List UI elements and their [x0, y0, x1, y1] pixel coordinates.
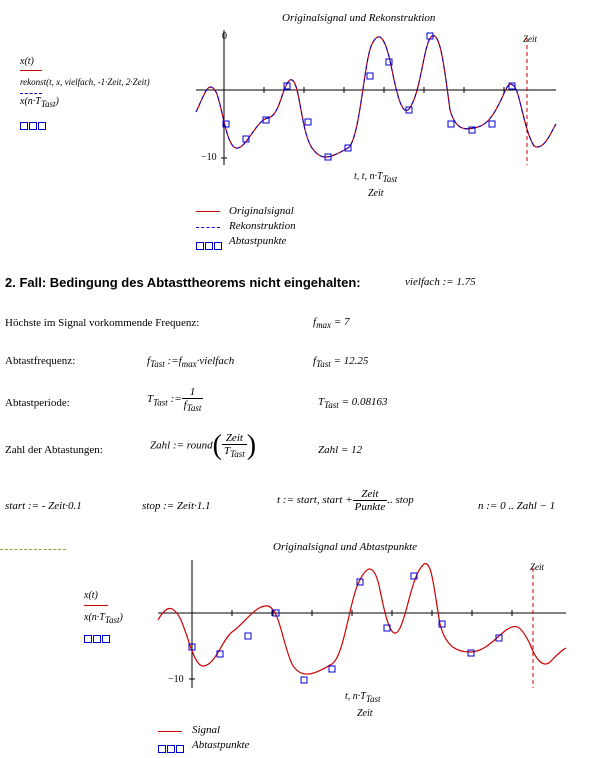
plot1-zeit-marker-label: Zeit: [523, 34, 538, 44]
legend-line-recon: [196, 227, 220, 228]
sample-point: [301, 677, 307, 683]
legend2-abtastpunkte: Abtastpunkte: [192, 739, 250, 751]
sample-point: [305, 119, 311, 125]
t-definition[interactable]: t := start, start + $\frac{\text{Zeit}}{\text{Punkte}}$ .. stop: [277, 488, 414, 513]
plot1-xlabel-zeit: Zeit: [368, 188, 384, 199]
plot1-ylabel-sample: $x(n\cdot T_{Tast})$: [20, 96, 59, 109]
ftast-label: Abtastfrequenz:: [5, 355, 76, 367]
plot2-legend-swatch-signal: [84, 605, 108, 606]
ttast-label: Abtastperiode:: [5, 397, 70, 409]
plot2-tick-minus10: −10: [168, 674, 184, 685]
legend-rekonstruktion: Rekonstruktion: [229, 220, 296, 232]
sample-point: [489, 121, 495, 127]
plot1-title: Originalsignal und Rekonstruktion: [282, 12, 436, 24]
zahl-definition[interactable]: Zahl := round( $\frac{\text{Zeit}}{T_{Tast}}$ ): [150, 430, 257, 461]
plot1-ylabel-x: x(t): [20, 56, 34, 67]
plot2-sample-marker-swatch: [84, 630, 111, 648]
sample-point: [468, 650, 474, 656]
zahl-label: Zahl der Abtastungen:: [5, 444, 103, 456]
legend2-samples-swatch: [158, 740, 185, 758]
plot1-area: [196, 30, 556, 165]
fmax-label: Höchste im Signal vorkommende Frequenz:: [5, 317, 200, 329]
legend-samples-swatch: [196, 237, 223, 255]
legend2-signal: Signal: [192, 724, 221, 736]
fmax-result: $f_{max} = 7$: [313, 316, 350, 331]
sample-point: [245, 633, 251, 639]
sample-point: [329, 666, 335, 672]
vielfach-definition[interactable]: vielfach := 1.75: [405, 276, 476, 288]
sample-point: [367, 73, 373, 79]
legend2-line-signal: [158, 731, 182, 732]
start-definition[interactable]: start := - Zeit·0.1: [5, 500, 82, 512]
region-separator: [0, 549, 66, 550]
plot2-title: Originalsignal und Abtastpunkte: [273, 541, 418, 553]
signal-curve: [196, 36, 556, 157]
signal-curve: [158, 564, 566, 674]
ttast-result: $T_{Tast} = 0.08163$: [318, 396, 388, 411]
plot2-ylabel-x: x(t): [84, 590, 98, 601]
plot2-xlabel-zeit: Zeit: [357, 708, 373, 719]
ttast-definition[interactable]: $T_{Tast}$ := $\frac{1}{f_{Tast}}$: [147, 386, 202, 414]
section-heading: 2. Fall: Bedingung des Abtasttheorems nicht eingehalten:: [5, 275, 361, 290]
plot2-area: [158, 560, 566, 688]
plot1-tick-zero: 0: [222, 31, 227, 42]
n-definition[interactable]: n := 0 .. Zahl − 1: [478, 500, 556, 512]
legend-originalsignal: Originalsignal: [229, 205, 294, 217]
plot2-xlabel: t, $n\cdot T_{Tast}$: [345, 691, 381, 704]
zahl-result: Zahl = 12: [318, 444, 363, 456]
ftast-definition[interactable]: $f_{Tast}$ $:=f_{max}\cdot vielfach$: [147, 355, 235, 370]
legend-abtastpunkte: Abtastpunkte: [229, 235, 287, 247]
plot2-zeit-marker-label: Zeit: [530, 562, 545, 572]
stop-definition[interactable]: stop := Zeit·1.1: [142, 500, 211, 512]
plot1-xlabel: t, t, $n\cdot T_{Tast}$: [354, 171, 398, 184]
plot1-ylabel-rekonst: rekonst(t, x, vielfach, -1·Zeit, 2·Zeit): [20, 77, 150, 87]
sample-point: [448, 121, 454, 127]
plot1-tick-minus10: −10: [201, 152, 217, 163]
ftast-result: $f_{Tast} = 12.25$: [313, 355, 369, 370]
plot2-ylabel-sample: $x(n\cdot T_{Tast})$: [84, 612, 123, 625]
legend-line-signal: [196, 211, 220, 212]
